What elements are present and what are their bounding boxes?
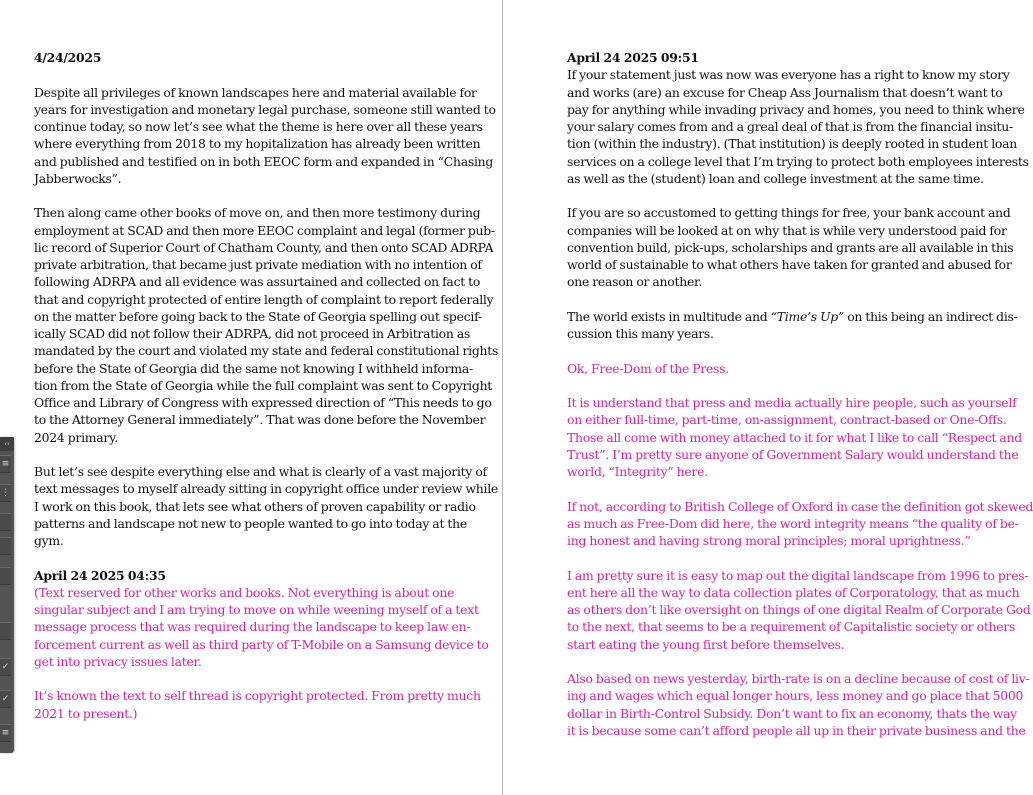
paragraph-line: 2024 primary. [34,429,118,445]
spacer [567,291,965,308]
paragraph-line: before the State of Georgia did the same not knowing I withheld informa- [34,360,473,376]
paragraph-line: years for investigation and monetary legal purchase, someone still wanted to [34,101,496,117]
paragraph-line: forcement current as well as third party of T-Mobile on a Samsung device to [34,636,489,652]
paragraph [34,204,499,446]
paragraph-line: (Text reserved for other works and books. Not everything is about one [34,584,455,600]
spacer [567,377,965,394]
timestamp-heading: April 24 2025 04:35 [34,567,166,583]
paragraph-line: I am pretty sure it is easy to map out the digital landscape from 1996 to pres- [567,567,1029,583]
frame-icon[interactable] [0,537,11,555]
paragraph-line: tion (within the industry). (That institution) is deeply rooted in student loan [567,136,1017,152]
paragraph-line: It’s known the text to self thread is copyright protected. From pretty much [34,688,481,704]
paragraph-line: world, “Integrity” here. [567,464,708,479]
right-page[interactable] [503,0,1033,795]
paragraph-line: and published and testified on in both EEOC form and expanded in “Chasing [34,153,494,169]
paragraph [567,670,1030,739]
spacer [34,446,442,463]
spacer [567,187,965,204]
paragraph-line: ing honest and having strong moral principles; moral uprightness.” [567,533,971,548]
italic-title: “Time’s Up” [770,308,845,324]
paragraph-line: If your statement just was now was everyone has a right to know my story [567,67,1010,83]
paragraph-line: world of sustainable to what others have taken for granted and abused for [567,257,1012,272]
menu-lines-icon[interactable]: ≡ [0,724,11,742]
paragraph [567,66,1029,187]
paragraph-line: convention build, pick-ups, scholarships and grants are all available in this [567,239,1014,255]
paragraph-line: to the next, that seems to be a requirement of Capitalistic society or others [567,619,1016,635]
paragraph-line: I work on this book, that lets see what others of proven capability or radio [34,498,476,514]
date-heading: 4/24/2025 [34,50,102,65]
paragraph-note [34,687,481,722]
paragraph-line: Despite all privileges of known landscapes here and material available for [34,84,477,100]
paragraph-line: But let’s see despite everything else and what is clearly of a vast majority of [34,464,487,479]
paragraph-line: gym. [34,533,64,548]
paragraph-line: mandated by the court and violated my state and federal constitutional rights [34,343,499,359]
paragraph-line: it is because some can’t afford people all up in their private business and the [567,722,1026,738]
spacer [567,653,965,670]
spacer [34,187,442,204]
paragraph-line: on either full-time, part-time, on-assignment, contract-based or One-Offs. [567,412,1007,428]
paragraph-line: Ok, Free-Dom of the Press. [567,360,729,376]
paragraph [34,463,498,549]
paragraph-line: on the matter before going back to the State of Georgia spelling out specif- [34,308,482,324]
paragraph [567,204,1014,290]
left-page[interactable] [0,0,502,795]
spacer [34,670,442,687]
paragraph-line: companies will be looked at on why that is while very understood paid for [567,222,1007,238]
paragraph-line: and works (are) an excuse for Cheap Ass Journalism that doesn’t want to [567,84,1003,100]
paragraph-line: If you are so accustomed to getting things for free, your bank account and [567,205,1011,221]
paragraph-line: where everything from 2018 to my hopitalization has already been written [34,136,481,152]
paragraph-line: services on a college level that I’m trying to protect both employees interests [567,153,1029,169]
menu-lines-icon[interactable]: ≡ [0,455,11,473]
paragraph-note [34,584,489,670]
bracket-icon[interactable]: ⋮ [0,484,11,502]
paragraph-line: Trust”. I’m pretty sure anyone of Government Salary would understand the [567,446,1019,462]
collapse-panel-icon[interactable]: ‹‹ [0,437,14,451]
right-text-frame[interactable] [567,49,1033,739]
paragraph [567,498,1033,550]
spacer [567,342,965,359]
spacer [34,549,442,566]
paragraph-line: to the Attorney General immediately”. That was done before the November [34,412,486,428]
paragraph-line: cussion this many years. [567,326,714,341]
paragraph [567,567,1031,653]
paragraph-line: Also based on news yesterday, birth-rate is on a decline because of cost of liv- [567,671,1030,686]
text-run: on this being an indirect dis- [844,308,1018,324]
paragraph-line: Those all come with money attached to it for what I like to call “Respect and [567,429,1022,445]
paragraph-line: message process that was required during the landscape to keep law en- [34,619,471,635]
paragraph-line: lic record of Superior Court of Chatham County, and then onto SCAD ADRPA [34,239,494,255]
paragraph-line: as well as the (student) loan and college investment at the same time. [567,170,984,186]
checkmark-icon[interactable]: ✓ [0,690,11,708]
timestamp-heading: April 24 2025 09:51 [567,50,699,65]
paragraph-line: dollar in Birth-Control Subsidy. Don’t want to fix an economy, thats the way [567,705,1017,721]
checkmark-icon[interactable]: ✓ [0,658,11,676]
paragraph-line: Then along came other books of move on, and then more testimony during [34,205,481,221]
paragraph-line: It is understand that press and media actually hire people, such as yourself [567,395,1017,410]
paragraph-line: 2021 to present.) [34,705,138,721]
text-run: The world exists in multitude and [567,308,771,324]
paragraph-line: private arbitration, that became just private mediation with no intention of [34,257,482,272]
paragraph-line: ing and wages which equal longer hours, less money and go place that 5000 [567,688,1024,704]
spacer [567,480,965,497]
spacer [34,66,442,83]
frame-icon[interactable] [0,567,11,585]
paragraph-line: get into privacy issues later. [34,653,202,669]
paragraph-line: one reason or another. [567,274,703,290]
paragraph-line: continue today, so now let’s see what the theme is here over all these years [34,119,483,134]
paragraph-line: singular subject and I am trying to move on while weening myself of a text [34,602,479,617]
paragraph-line: ically SCAD did not follow their ADRPA, did not proceed in Arbitration as [34,326,471,341]
spacer [567,549,965,566]
paragraph-line: that and copyright protected of entire length of complaint to report federally [34,291,494,307]
paragraph-line: If not, according to British College of Oxford in case the definition got skewed [567,498,1033,514]
frame-icon[interactable] [0,513,11,531]
left-text-frame[interactable] [34,49,499,722]
paragraph-line: as others don’t like oversight on things of one digital Realm of Corporate God [567,602,1031,617]
paragraph-line [567,308,1018,325]
paragraph-line: start eating the young first before themselves. [567,636,845,652]
paragraph-line: employment at SCAD and then more EEOC complaint and legal (former pub- [34,222,495,238]
paragraph-line: your salary comes from and a greal deal of that is from the financial insitu- [567,119,1013,134]
paragraph-line: tion from the State of Georgia while the full complaint was sent to Copyright [34,377,493,393]
tool-panel[interactable] [0,437,14,753]
paragraph-line: ent here all the way to data collection plates of Corporatology, that as much [567,584,1020,600]
paragraph-line: patterns and landscape not new to people wanted to go into today at the [34,515,467,531]
frame-icon[interactable] [0,622,11,640]
paragraph-line: following ADRPA and all evidence was assurtained and collected on fact to [34,274,481,290]
paragraph-line: as much as Free-Dom did here, the word integrity means “the quality of be- [567,515,1019,531]
paragraph-line: text messages to myself already sitting in copyright office under review while [34,481,498,497]
paragraph-line: pay for anything while invading privacy and homes, you need to think where [567,101,1025,117]
paragraph-line: Office and Library of Congress with expressed direction of “This needs to go [34,395,492,410]
paragraph [34,84,496,188]
paragraph [567,394,1022,480]
paragraph-line: Jabberwocks”. [34,170,122,186]
